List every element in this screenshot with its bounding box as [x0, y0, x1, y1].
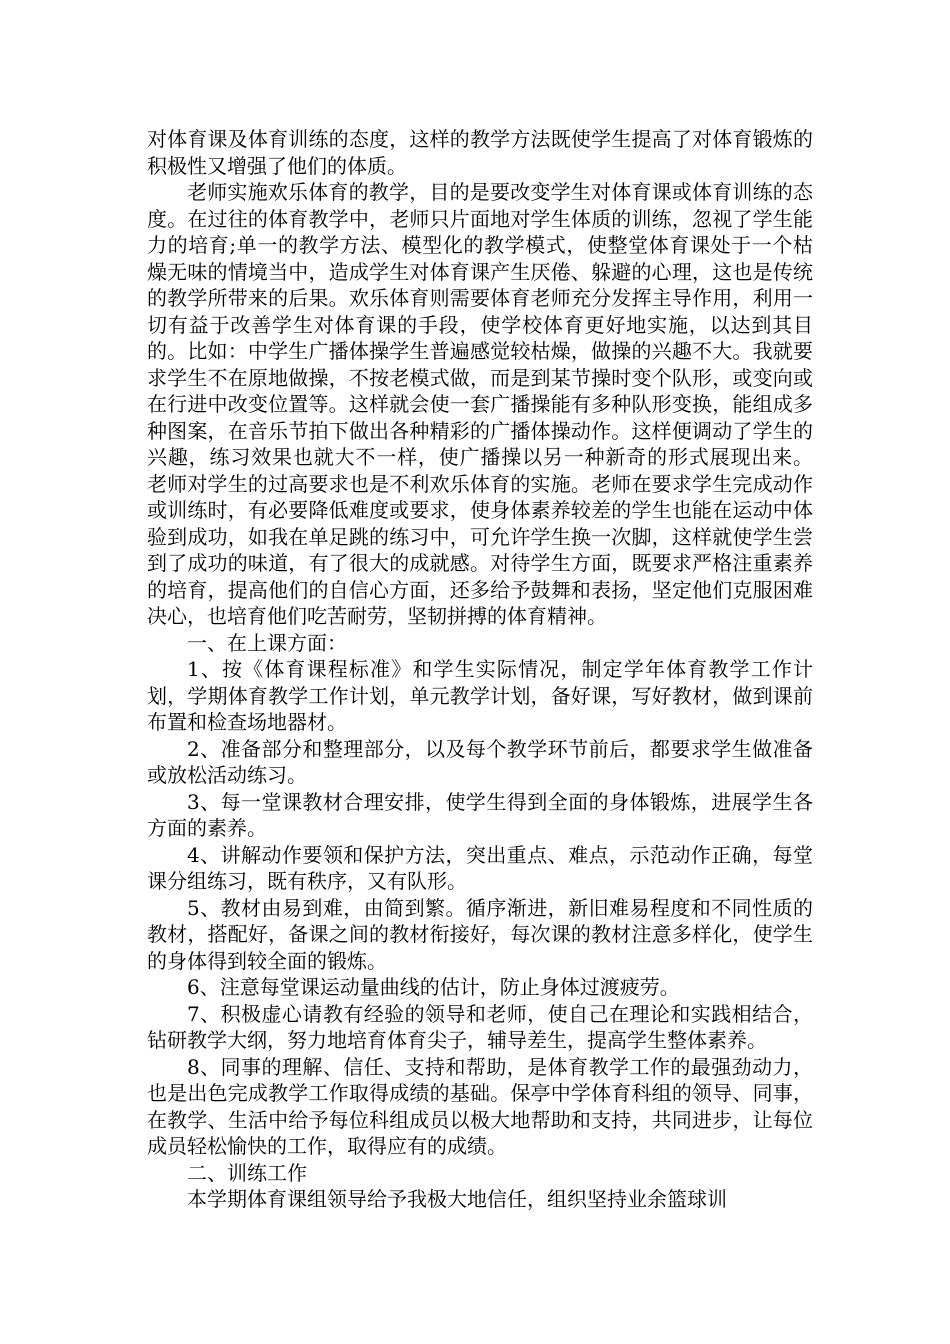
list-item-8: 8、同事的理解、信任、支持和帮助，是体育教学工作的最强劲动力，也是出色完成教学工作取得成绩的基础。保亭中学体育科组的领导、同事，在教学、生活中给予每位科组成员以极大地帮助和支持，共同进步，让每位成员轻松愉快的工作，取得应有的成绩。 [147, 1054, 813, 1158]
list-item-2: 2、准备部分和整理部分，以及每个教学环节前后，都要求学生做准备或放松活动练习。 [147, 736, 813, 787]
section-heading-2: 二、训练工作 [187, 1160, 307, 1185]
document-page [147, 126, 813, 1213]
list-item-6: 6、注意每堂课运动量曲线的估计，防止身体过渡疲劳。 [187, 975, 680, 999]
list-item-4: 4、讲解动作要领和保护方法，突出重点、难点，示范动作正确，每堂课分组练习，既有秩序，又有队形。 [147, 842, 813, 893]
paragraph-1: 对体育课及体育训练的态度，这样的教学方法既使学生提高了对体育锻炼的积极性又增强了他们的体质。 [147, 127, 813, 178]
paragraph-last: 本学期体育课组领导给予我极大地信任，组织坚持业余篮球训 [187, 1187, 727, 1211]
list-item-7: 7、积极虚心请教有经验的领导和老师，使自己在理论和实践相结合，钻研教学大纲，努力地培育体育尖子，辅导差生，提高学生整体素养。 [147, 1001, 813, 1052]
list-item-5: 5、教材由易到难，由简到繁。循序渐进，新旧难易程度和不同性质的教材，搭配好，备课之间的教材衔接好，每次课的教材注意多样化，使学生的身体得到较全面的锻炼。 [147, 895, 813, 973]
list-item-3: 3、每一堂课教材合理安排，使学生得到全面的身体锻炼，进展学生各方面的素养。 [147, 789, 813, 840]
section-heading-1: 一、在上课方面： [187, 630, 347, 655]
list-item-1: 1、按《体育课程标准》和学生实际情况，制定学年体育教学工作计划，学期体育教学工作计划，单元教学计划，备好课，写好教材，做到课前布置和检查场地器材。 [147, 657, 813, 734]
paragraph-2: 老师实施欢乐体育的教学，目的是要改变学生对体育课或体育训练的态度。在过往的体育教学中，老师只片面地对学生体质的训练，忽视了学生能力的培育;单一的教学方法、模型化的教学模式，使整堂体育课处于一个枯燥无味的情境当中，造成学生对体育课产生厌倦、躲避的心理，这也是传统的教学所带来的后果。欢乐体育则需要体育老师充分发挥主导作用，利用一切有益于改善学生对体育课的手段，使学校体育更好地实施，以达到其目的。比如：中学生广播体操学生普遍感觉较枯燥，做操的兴趣不大。我就要求学生不在原地做操，不按老模式做，而是到某节操时变个队形，或变向或在行进中改变位置等。这样就会使一套广播操能有多种队形变换，能组成多种图案，在音乐节拍下做出各种精彩的广播体操动作。这样便调动了学生的兴趣，练习效果也就大不一样，使广播操以另一种新奇的形式展现出来。 老师对学生的过高要求也是不利欢乐体育的实施。老师在要求学生完成动作或训练时，有必要降低难度或要求，使身体素养较差的学生也能在运动中体验到成功，如我在单足跳的练习中，可允许学生换一次脚，这样就使学生尝到了成功的味道，有了很大的成就感。对待学生方面，既要求严格注重素养的培育，提高他们的自信心方面，还多给予鼓舞和表扬，坚定他们克服困难决心，也培育他们吃苦耐劳，坚韧拼搏的体育精神。 [147, 180, 813, 628]
